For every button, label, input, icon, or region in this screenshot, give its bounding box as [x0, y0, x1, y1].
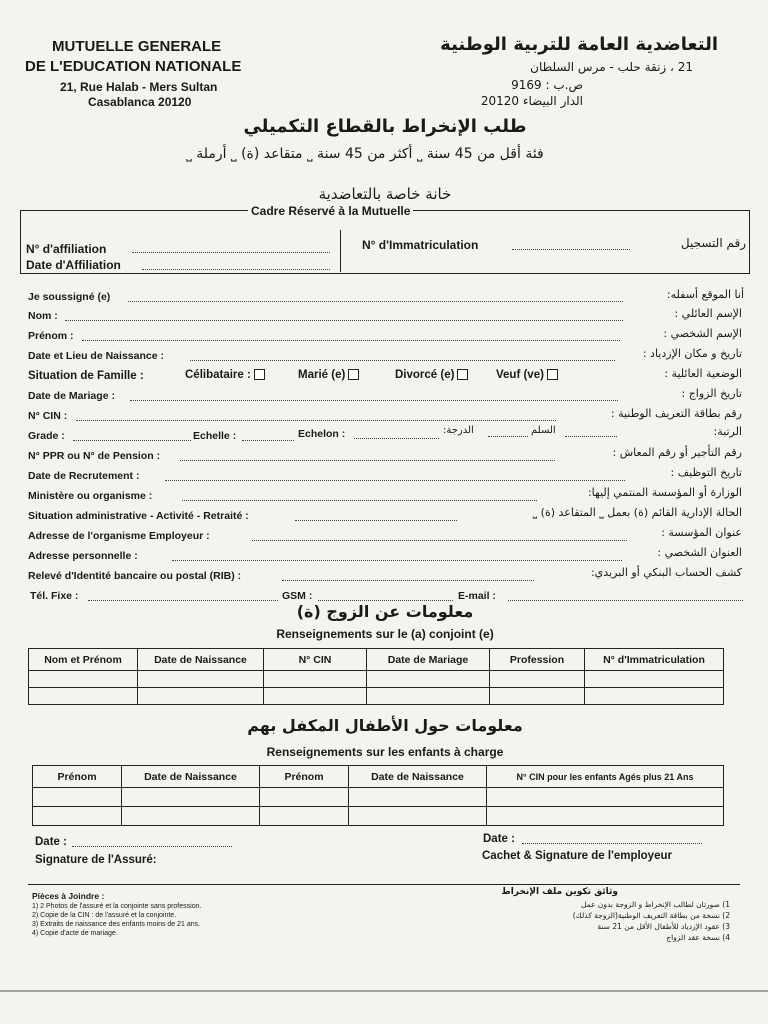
birth-label: Date et Lieu de Naissance : — [28, 350, 164, 362]
table-cell[interactable] — [122, 807, 260, 826]
nom-label-ar: الإسم العائلي : — [674, 307, 742, 320]
birth-line[interactable] — [190, 360, 615, 361]
table-cell[interactable] — [585, 671, 724, 688]
echelon-line[interactable] — [354, 438, 439, 439]
affiliation-date-label: Date d'Affiliation — [26, 258, 121, 272]
daraja-line[interactable] — [488, 436, 528, 437]
spouse-col-marriage-date: Date de Mariage — [367, 649, 490, 671]
recruitment-date-label-ar: تاريخ التوظيف : — [670, 466, 742, 479]
marriage-date-line[interactable] — [130, 400, 618, 401]
veuf-option[interactable] — [496, 369, 558, 381]
documents-item-ar-4: 4) نسخة عقد الزواج — [666, 933, 730, 942]
table-cell[interactable] — [490, 671, 585, 688]
reserved-heading-ar: خانة خاصة بالتعاضدية — [318, 185, 452, 203]
table-cell[interactable] — [367, 671, 490, 688]
email-label: E-mail : — [458, 590, 496, 602]
marie-label: Marié (e) — [298, 369, 346, 381]
table-cell[interactable] — [33, 807, 122, 826]
children-col-cin: N° CIN pour les enfants Agés plus 21 Ans — [487, 766, 724, 788]
documents-item-fr-1: 1) 2 Photos de l'assuré et la conjointe sans profession. — [32, 903, 202, 910]
nom-label: Nom : — [28, 310, 58, 322]
table-cell[interactable] — [349, 807, 487, 826]
category-options-ar: فئة أقل من 45 سنة ⎵ أكثر من 45 سنة ⎵ متقاعد (ة) ⎵ أرملة ⎵ — [186, 146, 544, 162]
spouse-col-cin: N° CIN — [264, 649, 367, 671]
email-line[interactable] — [508, 600, 743, 601]
rib-label-ar: كشف الحساب البنكي أو البريدي: — [590, 566, 742, 579]
celibataire-label: Célibataire : — [185, 369, 251, 381]
org-address-fr: 21, Rue Halab - Mers Sultan — [60, 80, 218, 94]
table-cell[interactable] — [29, 688, 138, 705]
reserved-divider — [340, 230, 341, 272]
children-table-row[interactable] — [33, 788, 724, 807]
documents-item-fr-3: 3) Extraits de naissance des enfants moins de 21 ans. — [32, 921, 201, 928]
ministry-label-ar: الوزارة أو المؤسسة المنتمي إليها: — [587, 486, 742, 499]
divorce-option[interactable] — [395, 369, 468, 381]
org-name-fr-line2: DE L'EDUCATION NATIONALE — [25, 58, 242, 75]
table-cell[interactable] — [487, 807, 724, 826]
children-table-row[interactable] — [33, 807, 724, 826]
spouse-table-header — [29, 649, 724, 671]
documents-item-ar-3: 3) عقود الإزدياد للأطفال الأقل من 21 سنة — [597, 922, 730, 931]
employer-address-label-ar: عنوان المؤسسة : — [661, 526, 742, 539]
employer-address-line[interactable] — [252, 540, 627, 541]
ministry-label: Ministère ou organisme : — [28, 490, 153, 502]
echelle-line[interactable] — [242, 440, 294, 441]
children-heading-fr: Renseignements sur les enfants à charge — [266, 745, 504, 759]
veuf-checkbox[interactable] — [547, 369, 558, 380]
documents-item-fr-2: 2) Copie de la CIN : de l'assuré et la conjointe. — [32, 912, 177, 919]
spouse-col-birthdate: Date de Naissance — [138, 649, 264, 671]
ppr-label: N° PPR ou N° de Pension : — [28, 450, 161, 462]
children-table — [32, 765, 724, 826]
affiliation-number-line[interactable] — [132, 252, 330, 253]
table-cell[interactable] — [33, 788, 122, 807]
soussigne-label: Je soussigné (e) — [28, 291, 111, 303]
admin-situation-line[interactable] — [295, 520, 457, 521]
grade-line[interactable] — [73, 440, 191, 441]
org-pobox-ar: ص.ب : 9169 — [511, 78, 583, 92]
ministry-line[interactable] — [182, 500, 537, 501]
footer-divider — [28, 884, 740, 885]
table-cell[interactable] — [29, 671, 138, 688]
rib-label: Relevé d'Identité bancaire ou postal (RIB) : — [28, 570, 242, 582]
employer-address-label: Adresse de l'organisme Employeur : — [28, 530, 210, 542]
date-right-line[interactable] — [522, 843, 702, 844]
org-city-fr: Casablanca 20120 — [88, 95, 192, 109]
employer-signature-label: Cachet & Signature de l'employeur — [482, 850, 672, 862]
marie-checkbox[interactable] — [348, 369, 359, 380]
marie-option[interactable] — [298, 369, 359, 381]
ppr-label-ar: رقم التأجير أو رقم المعاش : — [612, 446, 742, 459]
echelle-label: Echelle : — [193, 430, 237, 442]
table-cell[interactable] — [585, 688, 724, 705]
immatriculation-label-ar: رقم التسجيل — [680, 236, 746, 250]
gsm-label: GSM : — [282, 590, 313, 602]
spouse-table-row[interactable] — [29, 688, 724, 705]
spouse-col-immatriculation: N° d'Immatriculation — [585, 649, 724, 671]
reserved-heading-fr: Cadre Réservé à la Mutuelle — [248, 204, 413, 218]
sullam-line[interactable] — [565, 436, 617, 437]
table-cell[interactable] — [138, 688, 264, 705]
grade-label: Grade : — [28, 430, 65, 442]
org-name-ar: التعاضدية العامة للتربية الوطنية — [440, 34, 718, 55]
children-heading-ar: معلومات حول الأطفال المكفل بهم — [247, 716, 523, 735]
ppr-line[interactable] — [180, 460, 555, 461]
soussigne-line[interactable] — [128, 301, 623, 302]
celibataire-option[interactable] — [185, 369, 265, 381]
divorce-checkbox[interactable] — [457, 369, 468, 380]
immatriculation-line[interactable] — [512, 249, 630, 250]
table-cell[interactable] — [264, 688, 367, 705]
spouse-table-row[interactable] — [29, 671, 724, 688]
org-name-fr-line1: MUTUELLE GENERALE — [52, 38, 222, 55]
form-title-ar: طلب الإنخراط بالقطاع التكميلي — [243, 116, 527, 137]
immatriculation-label: N° d'Immatriculation — [362, 238, 479, 252]
rib-line[interactable] — [282, 580, 534, 581]
spouse-col-profession: Profession — [490, 649, 585, 671]
table-cell[interactable] — [490, 688, 585, 705]
date-right-label: Date : — [483, 833, 515, 845]
personal-address-line[interactable] — [172, 560, 622, 561]
children-col-firstname-1: Prénom — [33, 766, 122, 788]
affiliation-date-line[interactable] — [142, 269, 330, 270]
table-cell[interactable] — [349, 788, 487, 807]
birth-label-ar: تاريخ و مكان الإزدياد : — [642, 347, 742, 360]
cin-line[interactable] — [76, 420, 556, 421]
insured-signature-label: Signature de l'Assuré: — [35, 854, 157, 866]
spouse-heading-ar: معلومات عن الزوج (ة) — [296, 602, 474, 621]
documents-item-ar-1: 1) صورتان لطالب الإنخراط و الزوجة بدون عمل — [580, 900, 730, 909]
divorce-label: Divorcé (e) — [395, 369, 455, 381]
personal-address-label-ar: العنوان الشخصي : — [657, 546, 742, 559]
gsm-line[interactable] — [318, 600, 453, 601]
rutba-label-ar: الرتبة: — [713, 425, 742, 438]
spouse-col-name: Nom et Prénom — [29, 649, 138, 671]
documents-heading-ar: وثائق تكوين ملف الإنخراط — [501, 887, 618, 897]
table-cell[interactable] — [138, 671, 264, 688]
prenom-label: Prénom : — [28, 330, 74, 342]
spouse-table — [28, 648, 724, 705]
echelon-label: Echelon : — [298, 428, 346, 440]
documents-item-fr-4: 4) Copie d'acte de mariage. — [32, 930, 118, 937]
children-table-header — [33, 766, 724, 788]
marriage-date-label-ar: تاريخ الزواج : — [681, 387, 742, 400]
table-cell[interactable] — [122, 788, 260, 807]
marriage-date-label: Date de Mariage : — [28, 390, 115, 402]
phone-line[interactable] — [88, 600, 278, 601]
table-cell[interactable] — [260, 807, 349, 826]
celibataire-checkbox[interactable] — [254, 369, 265, 380]
affiliation-number-label: N° d'affiliation — [26, 242, 107, 256]
sullam-label-ar: السلم — [531, 425, 556, 436]
spouse-heading-fr: Renseignements sur le (a) conjoint (e) — [276, 627, 494, 641]
documents-item-ar-2: 2) نسخة من بطاقة التعريف الوطنية(الزوجة كذلك) — [572, 911, 730, 920]
prenom-label-ar: الإسم الشخصي : — [663, 327, 742, 340]
family-status-label: Situation de Famille : — [28, 370, 144, 382]
date-left-label: Date : — [35, 836, 67, 848]
nom-line[interactable] — [65, 320, 623, 321]
table-cell[interactable] — [487, 788, 724, 807]
veuf-label: Veuf (ve) — [496, 369, 544, 381]
table-cell[interactable] — [264, 671, 367, 688]
children-col-birthdate-2: Date de Naissance — [349, 766, 487, 788]
table-cell[interactable] — [260, 788, 349, 807]
date-left-line[interactable] — [72, 846, 232, 847]
org-address-ar: 21 ، زنقة حلب - مرس السلطان — [530, 60, 693, 74]
family-status-label-ar: الوضعية العائلية : — [664, 367, 742, 380]
children-col-birthdate-1: Date de Naissance — [122, 766, 260, 788]
children-col-firstname-2: Prénom — [260, 766, 349, 788]
cin-label-ar: رقم بطاقة التعريف الوطنية : — [610, 407, 742, 420]
soussigne-label-ar: أنا الموقع أسفله: — [666, 288, 744, 301]
org-city-ar: الدار البيضاء 20120 — [480, 94, 583, 108]
recruitment-date-label: Date de Recrutement : — [28, 470, 140, 482]
prenom-line[interactable] — [82, 340, 620, 341]
documents-heading-fr: Pièces à Joindre : — [32, 891, 105, 901]
daraja-label-ar: الدرجة: — [443, 425, 474, 436]
phone-label: Tél. Fixe : — [30, 590, 79, 602]
cin-label: N° CIN : — [28, 410, 68, 422]
table-cell[interactable] — [367, 688, 490, 705]
admin-situation-label: Situation administrative - Activité - Retraité : — [28, 510, 249, 522]
recruitment-date-line[interactable] — [165, 480, 625, 481]
admin-situation-label-ar: الحالة الإدارية القائم (ة) بعمل ⎵ المتقاعد (ة) ⎵ — [532, 506, 742, 519]
personal-address-label: Adresse personnelle : — [28, 550, 138, 562]
scan-edge — [0, 990, 768, 992]
